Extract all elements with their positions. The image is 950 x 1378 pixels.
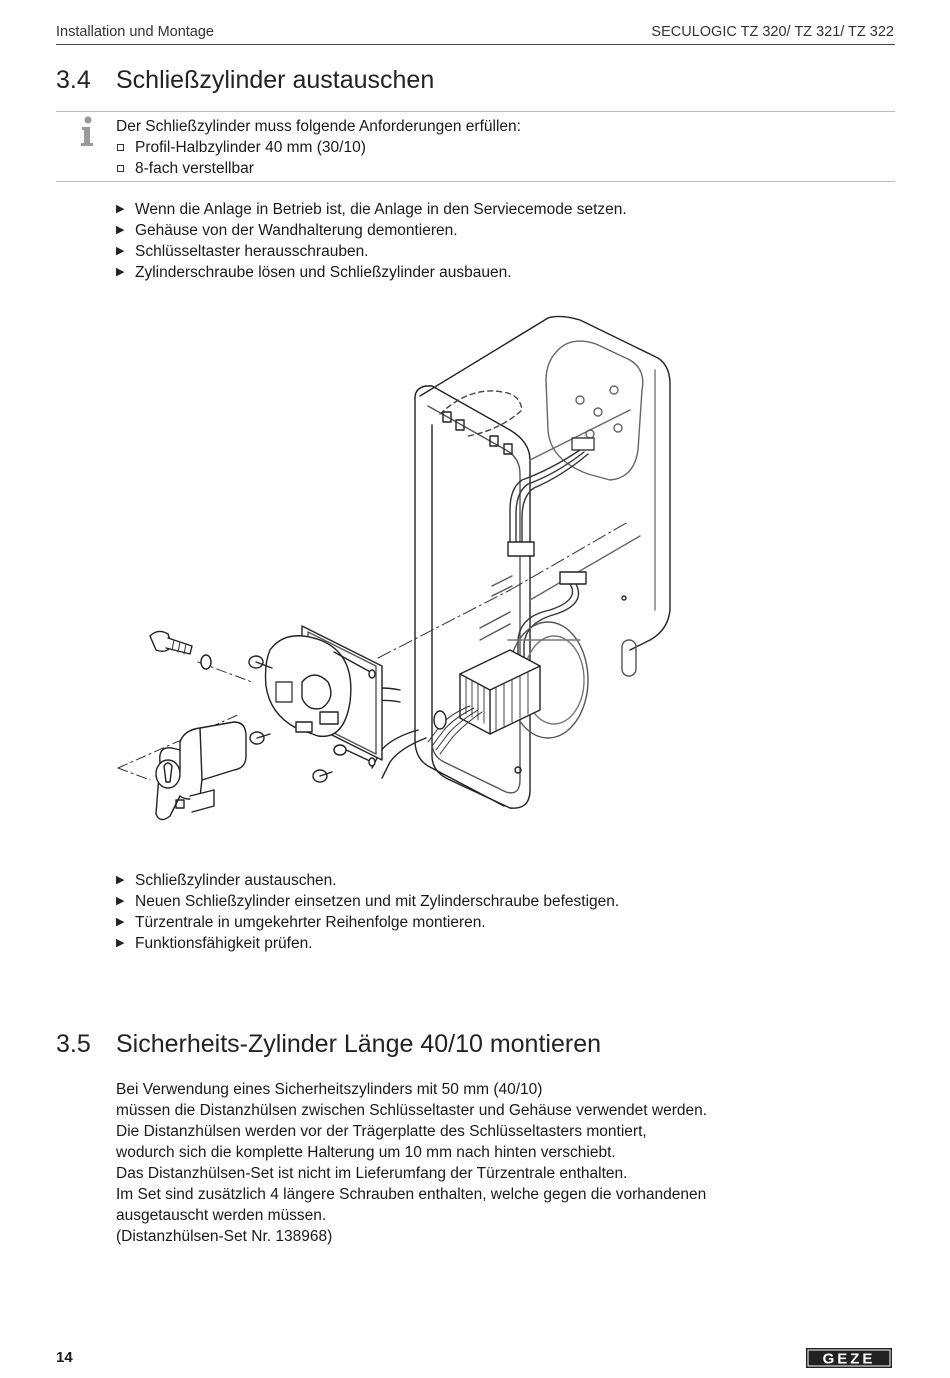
steps-list-before — [116, 199, 896, 283]
logo-text: GEZE — [822, 1350, 876, 1368]
paragraph-line: Das Distanzhülsen-Set ist nicht im Lieferumfang der Türzentrale enthalten. — [116, 1165, 628, 1182]
paragraph-line: Bei Verwendung eines Sicherheitszylinders mit 50 mm (40/10) — [116, 1081, 543, 1098]
list-item: ▶ Neuen Schließzylinder einsetzen und mit Zylinderschraube befestigen. — [116, 891, 896, 912]
list-item: ▶ Schließzylinder austauschen. — [116, 870, 896, 891]
paragraph-line: ausgetauscht werden müssen. — [116, 1207, 327, 1224]
list-item: 8-fach verstellbar — [116, 158, 876, 179]
section-title-3-4: Schließzylinder austauschen — [116, 66, 435, 94]
list-item: ▶ Funktionsfähigkeit prüfen. — [116, 933, 896, 954]
info-icon — [78, 116, 96, 148]
section-number-3-4: 3.4 — [56, 66, 91, 94]
list-item: ▶ Türzentrale in umgekehrter Reihenfolge montieren. — [116, 912, 896, 933]
paragraph-line: wodurch sich die komplette Halterung um 10 mm nach hinten verschiebt. — [116, 1144, 616, 1161]
section-3-5-body — [116, 1079, 906, 1247]
geze-logo — [806, 1348, 892, 1368]
list-item: ▶ Schlüsseltaster herausschrauben. — [116, 241, 896, 262]
paragraph-line: Die Distanzhülsen werden vor der Trägerplatte des Schlüsseltasters montiert, — [116, 1123, 647, 1140]
paragraph-line: müssen die Distanzhülsen zwischen Schlüsseltaster und Gehäuse verwendet werden. — [116, 1102, 708, 1119]
section-title-3-5: Sicherheits-Zylinder Länge 40/10 montieren — [116, 1030, 601, 1058]
section-number-3-5: 3.5 — [56, 1030, 91, 1058]
running-header-right: SECULOGIC TZ 320/ TZ 321/ TZ 322 — [651, 24, 894, 40]
paragraph-line: Im Set sind zusätzlich 4 längere Schrauben enthalten, welche gegen die vorhandenen — [116, 1186, 707, 1203]
header-divider — [56, 44, 895, 45]
list-item: ▶ Wenn die Anlage in Betrieb ist, die Anlage in den Serviecemode setzen. — [116, 199, 896, 220]
list-item: Profil-Halbzylinder 40 mm (30/10) — [116, 137, 876, 158]
running-header-left: Installation und Montage — [56, 24, 214, 40]
info-intro: Der Schließzylinder muss folgende Anforderungen erfüllen: — [116, 118, 521, 135]
list-item: ▶ Gehäuse von der Wandhalterung demontieren. — [116, 220, 896, 241]
requirements-list — [116, 137, 876, 179]
list-item: ▶ Zylinderschraube lösen und Schließzylinder ausbauen. — [116, 262, 896, 283]
page-number: 14 — [56, 1349, 73, 1366]
paragraph-line: (Distanzhülsen-Set Nr. 138968) — [116, 1228, 333, 1245]
info-box — [116, 116, 876, 179]
steps-list-after — [116, 870, 896, 954]
info-box-top-rule — [56, 111, 895, 112]
info-box-bottom-rule — [56, 181, 895, 182]
exploded-view-illustration — [110, 310, 680, 840]
